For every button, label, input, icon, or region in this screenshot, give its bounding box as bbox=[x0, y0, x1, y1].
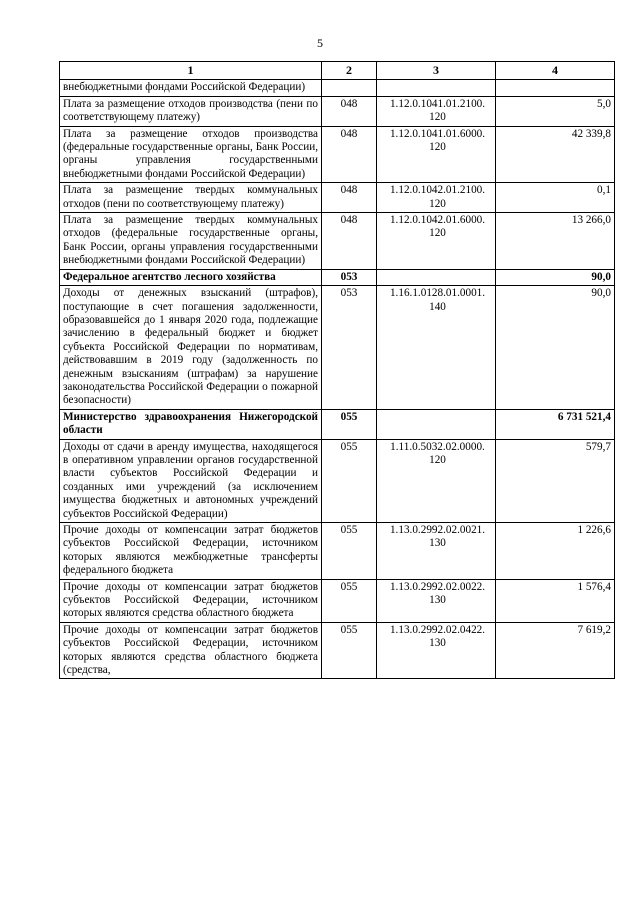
row-description: Прочие доходы от компенсации затрат бюджетов субъектов Российской Федерации, источником которых являются средства областного бюджета bbox=[60, 579, 322, 622]
row-budget-code bbox=[377, 409, 496, 439]
row-amount: 0,1 bbox=[496, 183, 615, 213]
row-description: Федеральное агентство лесного хозяйства bbox=[60, 269, 322, 285]
row-budget-code: 1.13.0.2992.02.0422. 130 bbox=[377, 622, 496, 679]
row-admin-code bbox=[322, 80, 377, 96]
table-body bbox=[60, 80, 615, 679]
row-budget-code: 1.12.0.1041.01.2100. 120 bbox=[377, 96, 496, 126]
column-header: 4 bbox=[496, 62, 615, 80]
row-admin-code: 053 bbox=[322, 269, 377, 285]
table-row bbox=[60, 126, 615, 183]
table-row bbox=[60, 622, 615, 679]
row-budget-code: 1.12.0.1041.01.6000. 120 bbox=[377, 126, 496, 183]
row-admin-code: 055 bbox=[322, 579, 377, 622]
row-description: Плата за размещение твердых коммунальных отходов (пени по соответствующему платежу) bbox=[60, 183, 322, 213]
table-row bbox=[60, 523, 615, 580]
row-amount: 5,0 bbox=[496, 96, 615, 126]
table-row bbox=[60, 269, 615, 285]
row-amount: 1 576,4 bbox=[496, 579, 615, 622]
table-row bbox=[60, 183, 615, 213]
table-row bbox=[60, 409, 615, 439]
table-row bbox=[60, 80, 615, 96]
row-amount: 579,7 bbox=[496, 439, 615, 522]
row-description: Доходы от денежных взысканий (штрафов), поступающие в счет погашения задолженности, образовавшейся до 1 января 2020 года, подлежащие зачислению в федеральный бюджет и бюджет субъекта Российской Федерации по нормативам, действовавшим в 2019 году (задолженность по денежным взысканиям (штрафам) за нарушение законодательства Российской Федерации о пожарной безопасности) bbox=[60, 286, 322, 410]
column-header: 1 bbox=[60, 62, 322, 80]
row-description: внебюджетными фондами Российской Федерации) bbox=[60, 80, 322, 96]
revenue-table bbox=[59, 61, 615, 679]
row-description: Плата за размещение отходов производства (федеральные государственные органы, Банк России, органы управления государственными внебюджетными фондами Российской Федерации) bbox=[60, 126, 322, 183]
table-row bbox=[60, 579, 615, 622]
row-amount: 1 226,6 bbox=[496, 523, 615, 580]
row-amount bbox=[496, 80, 615, 96]
row-amount: 90,0 bbox=[496, 286, 615, 410]
column-header: 3 bbox=[377, 62, 496, 80]
row-admin-code: 055 bbox=[322, 622, 377, 679]
row-amount: 90,0 bbox=[496, 269, 615, 285]
row-budget-code bbox=[377, 80, 496, 96]
row-budget-code: 1.13.0.2992.02.0021. 130 bbox=[377, 523, 496, 580]
row-description: Доходы от сдачи в аренду имущества, находящегося в оперативном управлении органов государственной власти субъектов Российской Федерации и созданных ими учреждений (за исключением имущества бюджетных и автономных учреждений субъектов Российской Федерации) bbox=[60, 439, 322, 522]
row-admin-code: 053 bbox=[322, 286, 377, 410]
row-admin-code: 048 bbox=[322, 183, 377, 213]
row-admin-code: 048 bbox=[322, 96, 377, 126]
row-description: Прочие доходы от компенсации затрат бюджетов субъектов Российской Федерации, источником которых являются межбюджетные трансферты федерального бюджета bbox=[60, 523, 322, 580]
row-amount: 7 619,2 bbox=[496, 622, 615, 679]
row-budget-code: 1.12.0.1042.01.2100. 120 bbox=[377, 183, 496, 213]
row-description: Плата за размещение твердых коммунальных отходов (федеральные государственные органы, Банк России, органы управления государственными внебюджетными фондами Российской Федерации) bbox=[60, 213, 322, 270]
row-description: Министерство здравоохранения Нижегородской области bbox=[60, 409, 322, 439]
row-amount: 6 731 521,4 bbox=[496, 409, 615, 439]
row-budget-code: 1.13.0.2992.02.0022. 130 bbox=[377, 579, 496, 622]
table-header-row bbox=[60, 62, 615, 80]
row-budget-code bbox=[377, 269, 496, 285]
row-budget-code: 1.11.0.5032.02.0000. 120 bbox=[377, 439, 496, 522]
row-admin-code: 055 bbox=[322, 409, 377, 439]
row-budget-code: 1.12.0.1042.01.6000. 120 bbox=[377, 213, 496, 270]
row-admin-code: 048 bbox=[322, 213, 377, 270]
table-row bbox=[60, 213, 615, 270]
row-budget-code: 1.16.1.0128.01.0001. 140 bbox=[377, 286, 496, 410]
page-number: 5 bbox=[317, 36, 323, 50]
row-admin-code: 048 bbox=[322, 126, 377, 183]
table-row bbox=[60, 439, 615, 522]
row-amount: 42 339,8 bbox=[496, 126, 615, 183]
row-description: Плата за размещение отходов производства (пени по соответствующему платежу) bbox=[60, 96, 322, 126]
table-row bbox=[60, 96, 615, 126]
row-description: Прочие доходы от компенсации затрат бюджетов субъектов Российской Федерации, источником которых являются средства областного бюджета (средства, bbox=[60, 622, 322, 679]
column-header: 2 bbox=[322, 62, 377, 80]
row-admin-code: 055 bbox=[322, 439, 377, 522]
row-admin-code: 055 bbox=[322, 523, 377, 580]
table-row bbox=[60, 286, 615, 410]
row-amount: 13 266,0 bbox=[496, 213, 615, 270]
